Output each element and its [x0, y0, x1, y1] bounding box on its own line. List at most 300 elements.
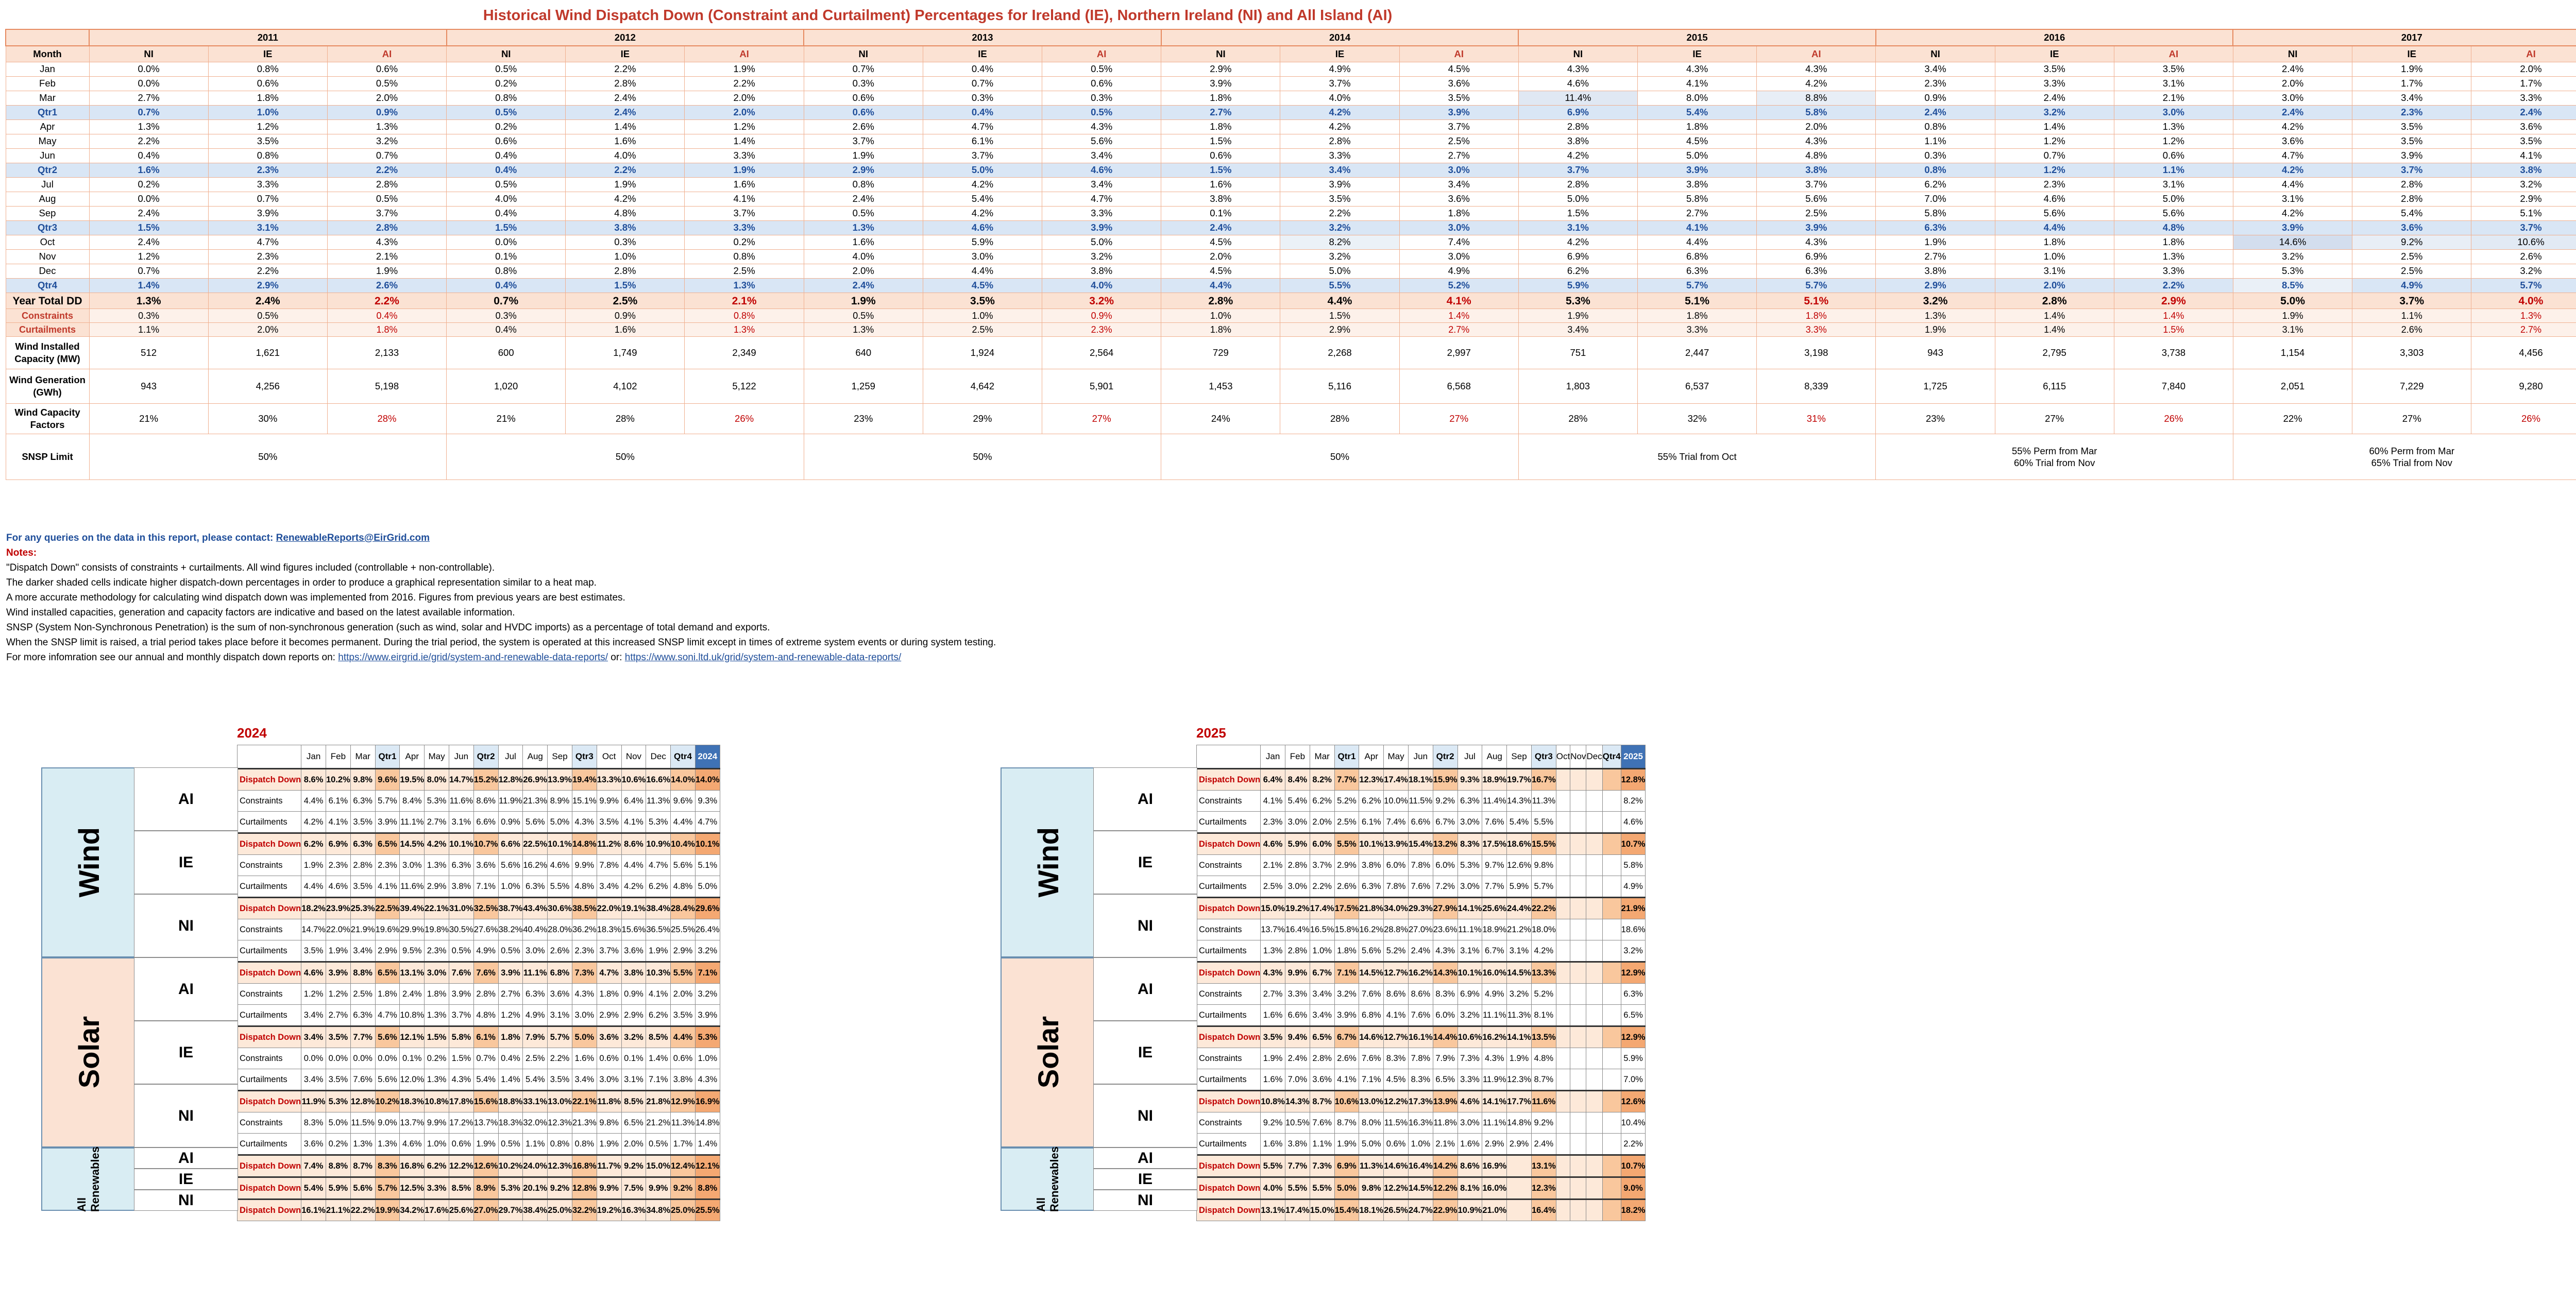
dispatch-cell: 2.8% [566, 264, 685, 279]
panel-value-cell: 38.4% [523, 1200, 548, 1221]
panel-value-cell: 12.8% [572, 1177, 597, 1200]
dispatch-cell: 0.8% [685, 250, 804, 264]
panel-value-cell: 3.7% [1310, 855, 1334, 876]
panel-value-cell: 5.0% [326, 1112, 350, 1134]
panel-value-cell: 3.5% [350, 812, 375, 833]
panel-value-cell: 4.3% [1433, 940, 1458, 962]
panel-value-cell: 5.5% [671, 962, 696, 984]
panel-value-cell: 10.6% [1458, 1026, 1482, 1048]
dispatch-cell: 1.6% [566, 134, 685, 149]
dispatch-cell: 4.4% [1995, 221, 2114, 235]
dispatch-cell: 14.6% [2233, 235, 2352, 250]
panel-value-cell: 15.5% [1531, 833, 1556, 855]
dispatch-cell: 3.1% [1995, 264, 2114, 279]
panel-value-cell: 8.1% [1531, 1005, 1556, 1026]
panel-value-cell: 3.2% [695, 940, 720, 962]
panel-value-cell [1602, 876, 1621, 898]
panel-value-cell: 0.5% [498, 1134, 523, 1155]
panel-value-cell: 11.8% [1433, 1112, 1458, 1134]
dispatch-cell: 6.2% [1518, 264, 1637, 279]
panel-value-cell [1570, 984, 1586, 1005]
panel-value-cell: 8.0% [1359, 1112, 1384, 1134]
panel-value-cell: 6.3% [1458, 791, 1482, 812]
panel-value-cell [1602, 1112, 1621, 1134]
panel-row-label: Constraints [1197, 1048, 1261, 1069]
dispatch-cell: 2.6% [804, 120, 923, 134]
panel-value-cell: 4.7% [646, 855, 671, 876]
eirgrid-link[interactable]: https://www.eirgrid.ie/grid/system-and-renewable-data-reports/ [338, 652, 608, 663]
dispatch-cell: 2.9% [804, 163, 923, 178]
dispatch-cell: 5.0% [1518, 192, 1637, 207]
panel-value-cell: 7.1% [1334, 962, 1359, 984]
panel-value-cell: 25.5% [695, 1200, 720, 1221]
panel-value-cell: 1.8% [1334, 940, 1359, 962]
panel-value-cell: 21.1% [326, 1200, 350, 1221]
dispatch-cell: 3.6% [2471, 120, 2576, 134]
panel-value-cell: 10.8% [400, 1005, 425, 1026]
panel-value-cell: 40.4% [523, 919, 548, 940]
dispatch-cell: 2.3% [208, 163, 327, 178]
panel-value-cell: 3.9% [695, 1005, 720, 1026]
dispatch-cell: 0.6% [447, 134, 566, 149]
panel-value-cell: 6.9% [1334, 1155, 1359, 1177]
panel-value-cell: 9.9% [1285, 962, 1310, 984]
dispatch-cell: 0.4% [923, 106, 1042, 120]
dispatch-cell: 1.3% [2114, 250, 2233, 264]
panel-value-cell: 25.6% [1482, 898, 1507, 919]
contact-prefix: For any queries on the data in this report, please contact: [6, 533, 276, 543]
panel-value-cell: 5.5% [1261, 1155, 1285, 1177]
panel-value-cell: 5.0% [695, 876, 720, 898]
panel-value-cell: 10.4% [671, 833, 696, 855]
panel-value-cell: 8.1% [1458, 1177, 1482, 1200]
dispatch-cell: 3.0% [1399, 163, 1518, 178]
panel-value-cell: 6.4% [621, 791, 646, 812]
panel-value-cell: 28.8% [1384, 919, 1409, 940]
dispatch-cell: 0.8% [447, 91, 566, 106]
panel-value-cell: 3.7% [449, 1005, 473, 1026]
report-prefix: For more infomration see our annual and monthly dispatch down reports on: [6, 652, 338, 663]
panel-value-cell: 12.5% [400, 1177, 425, 1200]
curt-cell: 2.7% [1399, 323, 1518, 337]
panel-value-cell: 3.8% [671, 1069, 696, 1091]
dispatch-cell: 3.1% [208, 221, 327, 235]
dispatch-cell: 6.1% [923, 134, 1042, 149]
panel-value-cell: 12.2% [449, 1155, 473, 1177]
panel-value-cell: 1.4% [498, 1069, 523, 1091]
region-header: IE [1280, 46, 1399, 62]
cons-cell: 0.9% [1042, 309, 1161, 323]
panel-value-cell: 1.4% [646, 1048, 671, 1069]
cf-cell: 31% [1757, 404, 1876, 434]
panel-value-cell: 3.1% [548, 1005, 572, 1026]
panel-col-header: May [1384, 745, 1409, 769]
region-label: IE [134, 1169, 238, 1190]
panel-value-cell: 2.5% [523, 1048, 548, 1069]
panel-value-cell: 6.0% [1310, 833, 1334, 855]
dispatch-cell: 5.0% [1280, 264, 1399, 279]
dispatch-cell: 3.1% [2233, 192, 2352, 207]
gen-cell: 5,901 [1042, 369, 1161, 404]
dispatch-cell: 8.8% [1757, 91, 1876, 106]
panel-value-cell [1556, 940, 1570, 962]
panel-value-cell: 10.1% [548, 833, 572, 855]
group-label-text: Solar [1031, 1016, 1064, 1089]
panel-value-cell: 17.6% [425, 1200, 449, 1221]
panel-value-cell: 8.6% [1408, 984, 1433, 1005]
panel-value-cell: 25.6% [449, 1200, 473, 1221]
panel-value-cell: 1.5% [425, 1026, 449, 1048]
cf-cell: 26% [2471, 404, 2576, 434]
gen-cell: 1,259 [804, 369, 923, 404]
dispatch-cell: 2.4% [2233, 62, 2352, 77]
panel-row-label: Constraints [1197, 1112, 1261, 1134]
dispatch-cell: 3.1% [2114, 77, 2233, 91]
panel-row-label: Dispatch Down [1197, 769, 1261, 791]
panel-value-cell: 0.8% [572, 1134, 597, 1155]
dispatch-cell: 0.5% [327, 77, 446, 91]
total-cell: 4.0% [2471, 293, 2576, 309]
panel-value-cell [1507, 1177, 1532, 1200]
panel-col-header: Oct [1556, 745, 1570, 769]
panel-value-cell: 9.0% [1621, 1177, 1646, 1200]
cap-cell: 3,738 [2114, 337, 2233, 369]
dispatch-cell: 4.2% [1280, 120, 1399, 134]
dispatch-cell: 5.0% [2114, 192, 2233, 207]
dispatch-cell: 0.0% [447, 235, 566, 250]
panel-value-cell: 16.9% [1482, 1155, 1507, 1177]
dispatch-cell: 1.3% [327, 120, 446, 134]
panel-value-cell: 4.4% [671, 812, 696, 833]
panel-value-cell [1570, 812, 1586, 833]
panel-value-cell: 12.1% [400, 1026, 425, 1048]
panel-value-cell: 17.5% [1334, 898, 1359, 919]
panel-value-cell: 4.8% [572, 876, 597, 898]
panel-value-cell: 3.3% [425, 1177, 449, 1200]
panel-value-cell: 7.3% [572, 962, 597, 984]
panel-value-cell: 14.1% [1482, 1091, 1507, 1112]
dispatch-cell: 4.4% [1161, 279, 1280, 293]
panel-value-cell [1602, 791, 1621, 812]
panel-value-cell [1586, 1155, 1602, 1177]
panel-value-cell: 1.3% [1261, 940, 1285, 962]
panel-value-cell: 17.7% [1507, 1091, 1532, 1112]
dispatch-cell: 3.2% [2233, 250, 2352, 264]
panel-value-cell: 13.7% [1261, 919, 1285, 940]
dispatch-cell: 2.0% [1995, 279, 2114, 293]
panel-value-cell: 1.5% [449, 1048, 473, 1069]
panel-value-cell: 3.5% [1261, 1026, 1285, 1048]
panel-value-cell: 12.8% [498, 769, 523, 791]
panel-value-cell: 14.6% [1384, 1155, 1409, 1177]
snsp-cell: 50% [804, 434, 1161, 480]
panel-col-header: Apr [1359, 745, 1384, 769]
dispatch-cell: 3.3% [685, 149, 804, 163]
panel-value-cell: 4.6% [1458, 1091, 1482, 1112]
region-header: IE [923, 46, 1042, 62]
panel-value-cell: 6.6% [1408, 812, 1433, 833]
dispatch-cell: 1.2% [685, 120, 804, 134]
panel-value-cell: 8.6% [621, 833, 646, 855]
dispatch-cell: 1.3% [804, 221, 923, 235]
cons-cell: 1.3% [1876, 309, 1995, 323]
dispatch-cell: 1.5% [89, 221, 208, 235]
curt-cell: 1.8% [327, 323, 446, 337]
panel-value-cell: 4.6% [1261, 833, 1285, 855]
panel-value-cell: 9.8% [350, 769, 375, 791]
panel-value-cell: 9.9% [597, 791, 621, 812]
panel-value-cell [1556, 919, 1570, 940]
panel-value-cell: 11.1% [1482, 1005, 1507, 1026]
cf-cell: 23% [804, 404, 923, 434]
panel-value-cell: 3.5% [671, 1005, 696, 1026]
panel-value-cell: 14.5% [1507, 962, 1532, 984]
dispatch-cell: 4.5% [1399, 62, 1518, 77]
panel-value-cell: 6.3% [523, 984, 548, 1005]
month-label: Jan [6, 62, 89, 77]
region-header: NI [1518, 46, 1637, 62]
panel-value-cell: 21.8% [646, 1091, 671, 1112]
panel-value-cell [1556, 855, 1570, 876]
dispatch-cell: 4.8% [566, 207, 685, 221]
panel-value-cell: 5.5% [1531, 812, 1556, 833]
panel-value-cell [1586, 1048, 1602, 1069]
soni-link[interactable]: https://www.soni.ltd.uk/grid/system-and-renewable-data-reports/ [624, 652, 902, 663]
panel-value-cell: 36.5% [646, 919, 671, 940]
dispatch-cell: 0.7% [923, 77, 1042, 91]
dispatch-cell: 4.5% [1161, 235, 1280, 250]
panel-value-cell: 14.7% [301, 919, 326, 940]
dispatch-cell: 4.3% [1757, 62, 1876, 77]
dispatch-cell: 4.4% [923, 264, 1042, 279]
dispatch-cell: 6.9% [1518, 106, 1637, 120]
panel-value-cell: 2.7% [425, 812, 449, 833]
dispatch-cell: 3.2% [2471, 178, 2576, 192]
panel-value-cell: 4.3% [1482, 1048, 1507, 1069]
panel-row-label: Dispatch Down [238, 833, 301, 855]
dispatch-cell: 5.0% [923, 163, 1042, 178]
group-label-text: Wind [72, 827, 105, 898]
panel-value-cell: 6.1% [1359, 812, 1384, 833]
year-header: 2011 [89, 29, 447, 46]
dispatch-cell: 4.0% [804, 250, 923, 264]
panel-corner [1197, 745, 1261, 769]
dispatch-cell: 2.4% [566, 106, 685, 120]
dispatch-cell: 5.6% [1042, 134, 1161, 149]
dispatch-cell: 0.4% [89, 149, 208, 163]
dispatch-cell: 0.5% [447, 106, 566, 120]
panel-value-cell: 10.7% [1621, 833, 1646, 855]
panel-value-cell: 9.2% [671, 1177, 696, 1200]
dispatch-cell: 2.2% [327, 163, 446, 178]
panel-value-cell: 11.7% [597, 1155, 621, 1177]
dispatch-cell: 3.8% [566, 221, 685, 235]
panel-value-cell: 6.0% [1433, 855, 1458, 876]
row-label-cf: Wind Capacity Factors [6, 404, 89, 434]
panel-value-cell: 3.5% [301, 940, 326, 962]
panel-value-cell: 7.6% [1359, 984, 1384, 1005]
dispatch-cell: 3.2% [1995, 106, 2114, 120]
panel-col-header: Jan [301, 745, 326, 769]
panel-value-cell: 1.9% [326, 940, 350, 962]
dispatch-cell: 0.8% [208, 62, 327, 77]
panel-value-cell [1570, 1200, 1586, 1221]
panel-value-cell: 14.7% [449, 769, 473, 791]
panel-value-cell: 1.8% [597, 984, 621, 1005]
panel-value-cell: 9.9% [572, 855, 597, 876]
notes-section [6, 530, 1140, 665]
panel-corner [238, 745, 301, 769]
panel-value-cell: 6.7% [1310, 962, 1334, 984]
dispatch-cell: 1.7% [2471, 77, 2576, 91]
panel-value-cell: 3.9% [375, 812, 400, 833]
panel-value-cell: 15.8% [1334, 919, 1359, 940]
cons-cell: 0.3% [447, 309, 566, 323]
panel-value-cell: 16.2% [1482, 1026, 1507, 1048]
panel-value-cell: 19.4% [572, 769, 597, 791]
dispatch-cell: 2.2% [208, 264, 327, 279]
dispatch-cell: 2.4% [89, 207, 208, 221]
cf-cell: 23% [1876, 404, 1995, 434]
panel-row-label: Dispatch Down [238, 1155, 301, 1177]
panel-value-cell: 39.4% [400, 898, 425, 919]
panel-value-cell: 5.5% [548, 876, 572, 898]
panel-value-cell: 3.2% [695, 984, 720, 1005]
panel-value-cell [1556, 769, 1570, 791]
region-header: NI [2233, 46, 2352, 62]
dispatch-cell: 0.3% [566, 235, 685, 250]
panel-value-cell: 11.3% [646, 791, 671, 812]
panel-value-cell [1570, 940, 1586, 962]
dispatch-cell: 0.2% [685, 235, 804, 250]
dispatch-cell: 8.2% [1280, 235, 1399, 250]
panel-value-cell: 1.0% [425, 1134, 449, 1155]
region-label: NI [134, 1084, 238, 1147]
cap-cell: 600 [447, 337, 566, 369]
panel-value-cell: 16.2% [523, 855, 548, 876]
panel-value-cell: 10.8% [425, 1091, 449, 1112]
panel-value-cell: 0.5% [646, 1134, 671, 1155]
panel-value-cell: 3.2% [1507, 984, 1532, 1005]
region-header: IE [566, 46, 685, 62]
cons-cell: 1.4% [2114, 309, 2233, 323]
dispatch-cell: 4.7% [923, 120, 1042, 134]
panel-value-cell: 2.9% [375, 940, 400, 962]
panel-value-cell [1586, 919, 1602, 940]
panel-value-cell: 5.7% [375, 1177, 400, 1200]
panel-value-cell: 34.0% [1384, 898, 1409, 919]
gen-cell: 7,229 [2352, 369, 2471, 404]
gen-cell: 4,256 [208, 369, 327, 404]
dispatch-cell: 2.2% [1280, 207, 1399, 221]
panel-value-cell: 8.2% [1621, 791, 1646, 812]
dispatch-cell: 2.8% [566, 77, 685, 91]
panel-value-cell [1570, 1177, 1586, 1200]
panel-table [1196, 745, 1646, 1221]
panel-row-label: Constraints [238, 984, 301, 1005]
panel-value-cell: 3.6% [301, 1134, 326, 1155]
panel-col-header: Qtr3 [572, 745, 597, 769]
contact-email-link[interactable]: RenewableReports@EirGrid.com [276, 533, 430, 543]
dispatch-cell: 5.4% [1638, 106, 1757, 120]
year-header: 2013 [804, 29, 1161, 46]
panel-value-cell: 10.7% [1621, 1155, 1646, 1177]
dispatch-cell: 0.1% [1161, 207, 1280, 221]
panel-value-cell: 17.5% [1482, 833, 1507, 855]
panel-value-cell: 4.1% [1261, 791, 1285, 812]
month-label: Apr [6, 120, 89, 134]
panel-value-cell: 5.8% [449, 1026, 473, 1048]
panel-value-cell: 8.3% [301, 1112, 326, 1134]
panel-value-cell: 9.3% [1458, 769, 1482, 791]
dispatch-cell: 3.0% [1399, 221, 1518, 235]
cap-cell: 3,303 [2352, 337, 2471, 369]
panel-value-cell: 28.0% [548, 919, 572, 940]
panel-value-cell: 15.2% [473, 769, 498, 791]
panel-value-cell: 5.0% [548, 812, 572, 833]
panel-value-cell: 4.9% [1482, 984, 1507, 1005]
panel-value-cell: 8.5% [646, 1026, 671, 1048]
panel-value-cell: 13.7% [400, 1112, 425, 1134]
panel-value-cell: 7.6% [449, 962, 473, 984]
panel-value-cell: 5.9% [326, 1177, 350, 1200]
panel-row-label: Curtailments [238, 940, 301, 962]
panel-value-cell: 12.6% [473, 1155, 498, 1177]
note-line: When the SNSP limit is raised, a trial period takes place before it becomes permanent. During the trial period, the system is operated at this increased SNSP limit except in times of extreme system events or during system testing. [6, 637, 996, 648]
panel-value-cell: 21.3% [572, 1112, 597, 1134]
panel-value-cell: 11.6% [449, 791, 473, 812]
panel-value-cell: 16.3% [1408, 1112, 1433, 1134]
dispatch-cell: 0.7% [327, 149, 446, 163]
panel-value-cell: 16.7% [1531, 769, 1556, 791]
snsp-cell: 55% Perm from Mar 60% Trial from Nov [1876, 434, 2233, 480]
panel-value-cell: 2.9% [425, 876, 449, 898]
panel-row-label: Dispatch Down [1197, 1091, 1261, 1112]
region-label: IE [1093, 831, 1197, 894]
dispatch-cell: 2.4% [566, 91, 685, 106]
gen-cell: 1,725 [1876, 369, 1995, 404]
dispatch-cell: 0.5% [447, 178, 566, 192]
panel-value-cell: 7.3% [1458, 1048, 1482, 1069]
dispatch-cell: 3.8% [1757, 163, 1876, 178]
panel-value-cell: 11.3% [1531, 791, 1556, 812]
panel-value-cell: 4.9% [1621, 876, 1646, 898]
panel-value-cell: 31.0% [449, 898, 473, 919]
snsp-cell: 50% [1161, 434, 1519, 480]
panel-row-label: Curtailments [238, 1069, 301, 1091]
panel-value-cell: 7.8% [597, 855, 621, 876]
panel-row-label: Constraints [1197, 984, 1261, 1005]
dispatch-cell: 2.5% [685, 264, 804, 279]
total-cell: 2.8% [1995, 293, 2114, 309]
dispatch-cell: 1.9% [685, 62, 804, 77]
dispatch-cell: 3.5% [2352, 120, 2471, 134]
panel-value-cell: 22.5% [523, 833, 548, 855]
panel-value-cell: 5.5% [1310, 1177, 1334, 1200]
panel-value-cell: 4.4% [301, 876, 326, 898]
total-cell: 5.3% [1518, 293, 1637, 309]
region-label: AI [1093, 767, 1197, 831]
panel-value-cell [1570, 855, 1586, 876]
dispatch-cell: 5.2% [1399, 279, 1518, 293]
region-label: AI [1093, 1147, 1197, 1169]
panel-value-cell: 18.2% [301, 898, 326, 919]
quarter-label: Qtr1 [6, 106, 89, 120]
dispatch-cell: 5.9% [923, 235, 1042, 250]
panel-value-cell: 9.6% [671, 791, 696, 812]
cf-cell: 21% [89, 404, 208, 434]
dispatch-cell: 0.5% [1042, 106, 1161, 120]
